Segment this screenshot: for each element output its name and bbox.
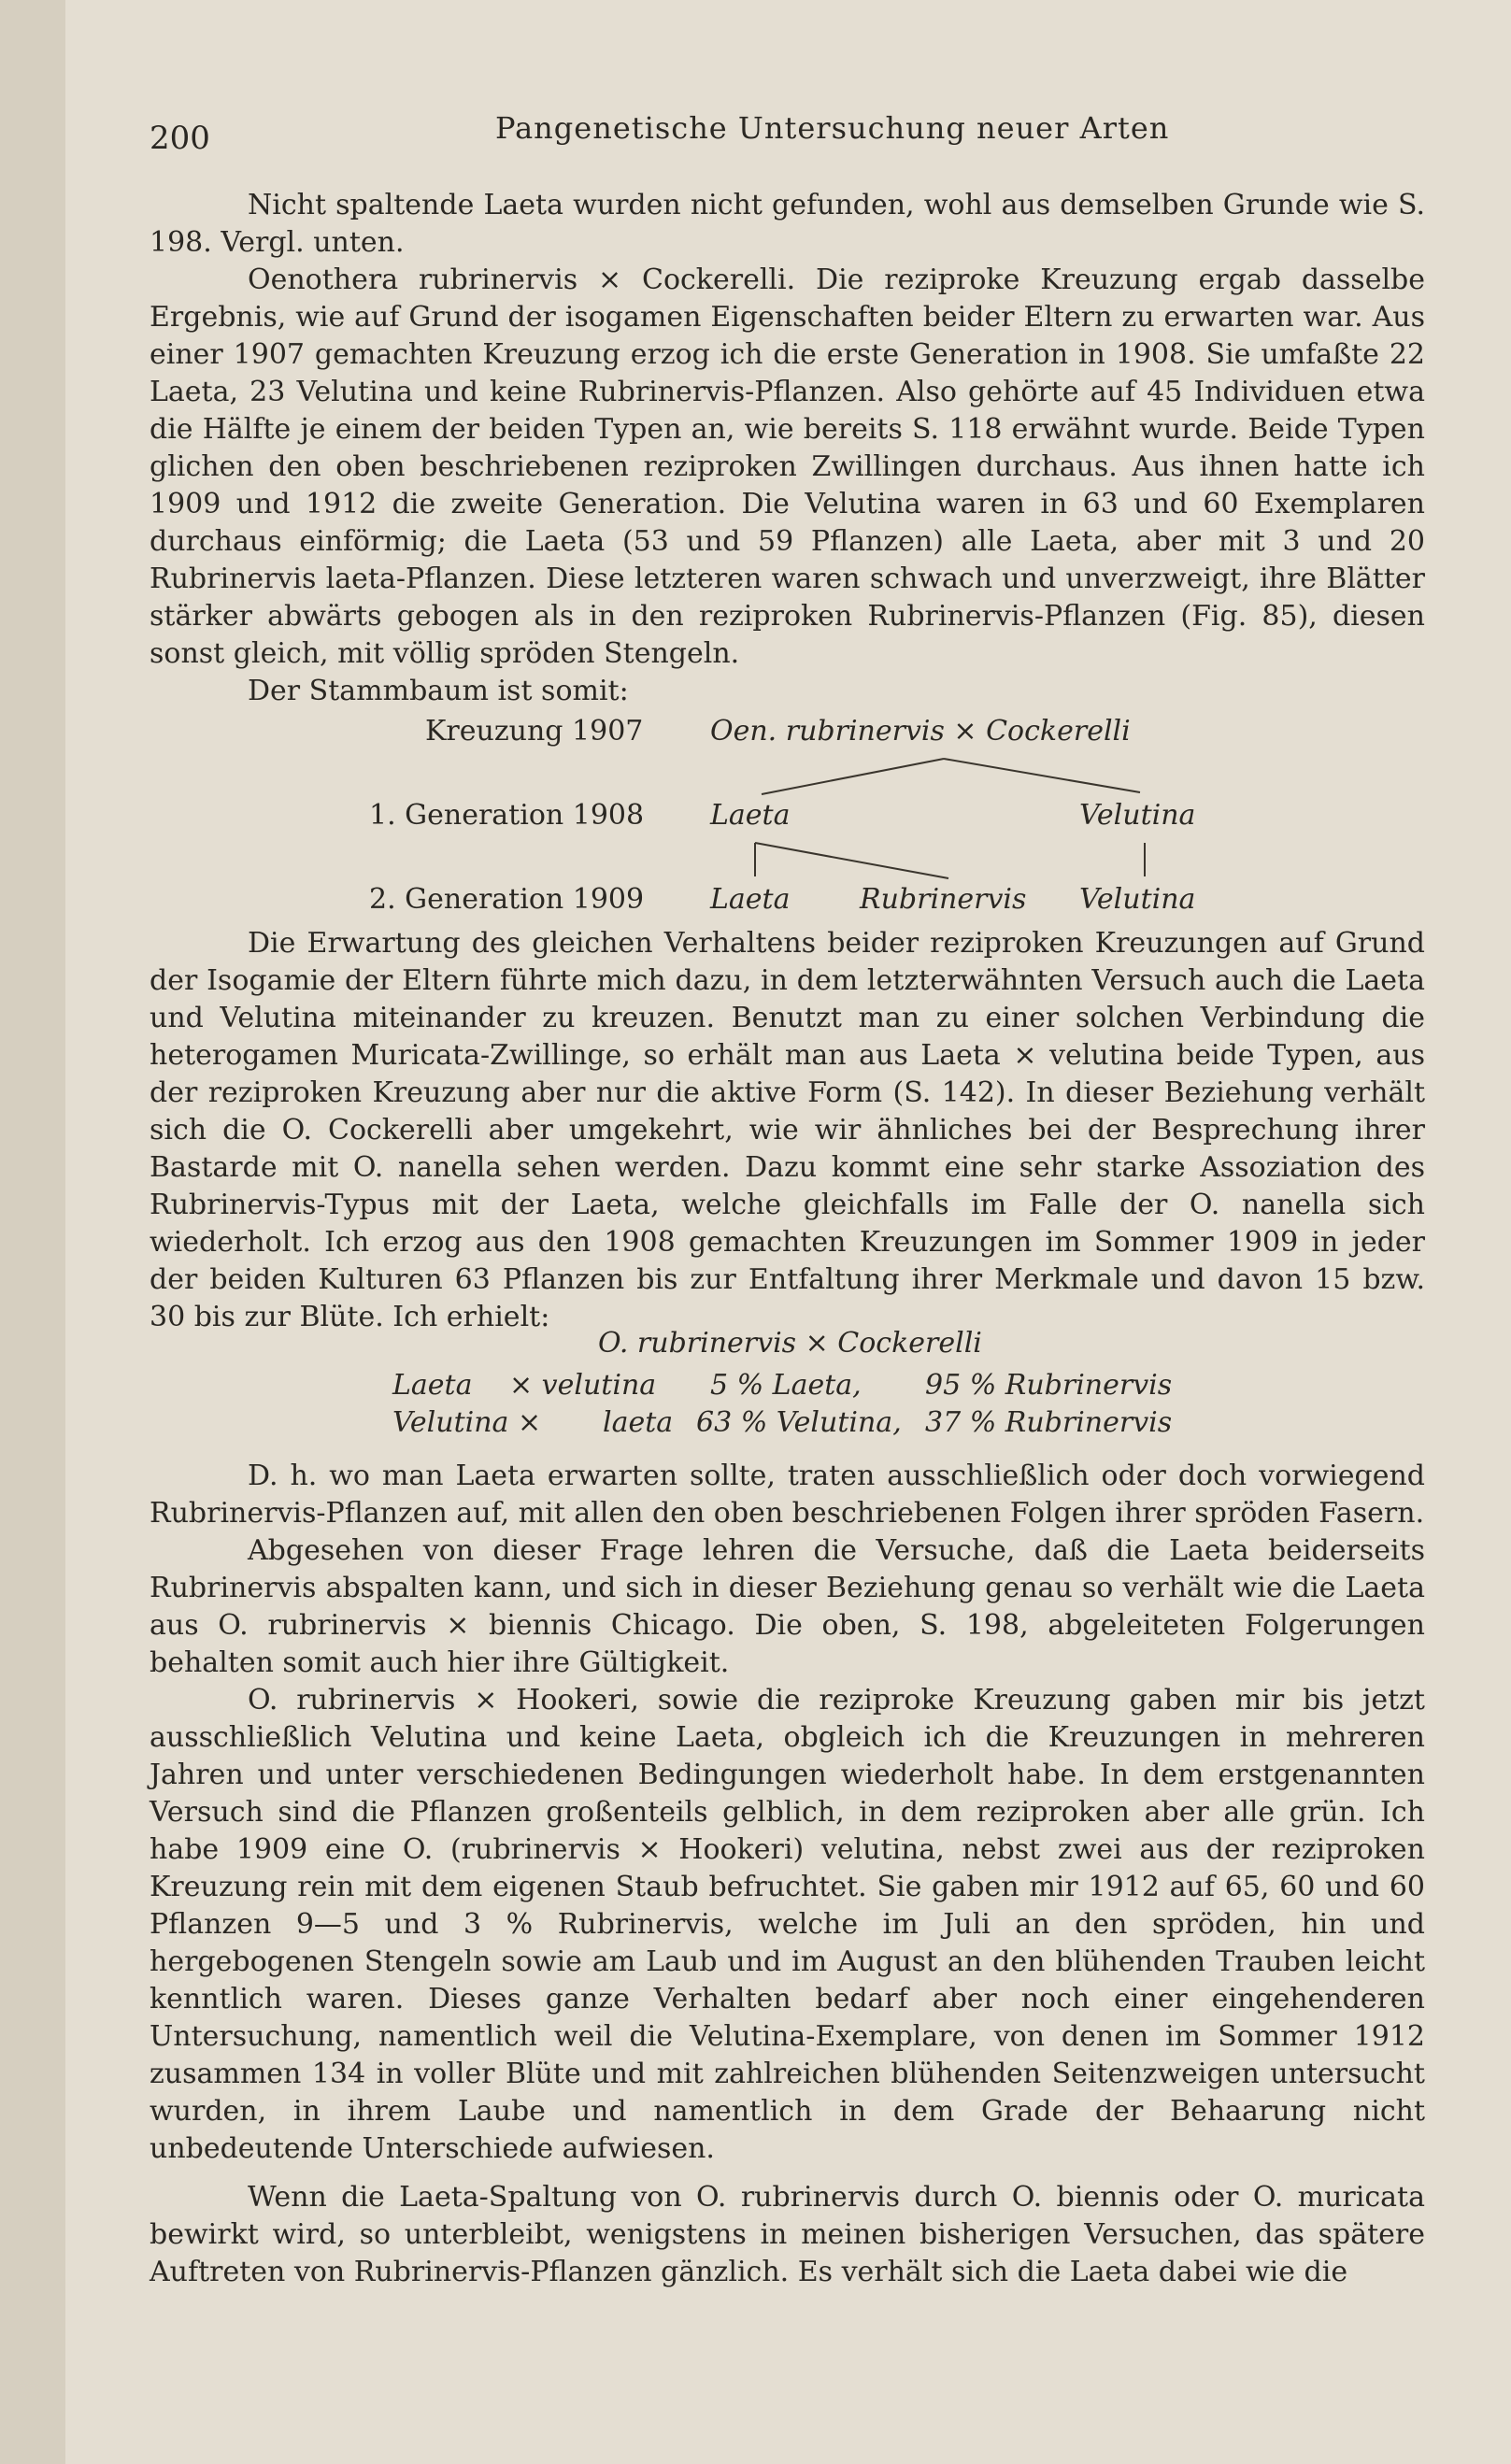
paragraph-5: D. h. wo man Laeta erwarten sollte, traten ausschließlich oder doch vorwiegend Rubrinervis-Pflanzen auf, mit allen den oben beschriebenen Folgen ihrer spröden Fasern.	[150, 1460, 1425, 1530]
paragraph-1: Nicht spaltende Laeta wurden nicht gefunden, wohl aus demselben Grunde wie S. 198. Vergl. unten.	[150, 189, 1425, 259]
paragraph-8: Wenn die Laeta-Spaltung von O. rubrinervis durch O. biennis oder O. muricata bewirkt wird, so unterbleibt, wenigstens in meinen bisherigen Versuchen, das spätere Auftreten von Rubrinervis-Pflanzen gänzlich. Es verhält sich die Laeta dabei wie die	[150, 2181, 1425, 2288]
paragraph-6: Abgesehen von dieser Frage lehren die Versuche, daß die Laeta beiderseits Rubrinervis abspalten kann, und sich in dieser Beziehung genau so verhält wie die Laeta aus O. rubrinervis × biennis Chicago. Die oben, S. 198, abgeleiteten Folgerungen behalten somit auch hier ihre Gültigkeit.	[150, 1534, 1425, 1679]
cross-r2-c1: Velutina ×	[392, 1406, 542, 1439]
cross-results	[150, 1327, 1425, 1448]
cross-r2-c4: 37 % Rubrinervis	[925, 1406, 1173, 1439]
tree-row1-label: Kreuzung 1907	[425, 715, 644, 748]
tree-row3-laeta: Laeta	[710, 883, 791, 916]
cross-r1-c3: 5 % Laeta,	[710, 1369, 862, 1402]
cross-r2-c2: laeta	[603, 1406, 674, 1439]
text-block-middle	[150, 925, 1425, 1336]
running-head: Pangenetische Untersuchung neuer Arten	[495, 110, 1170, 146]
pedigree-diagram	[150, 710, 1425, 925]
paragraph-4: Die Erwartung des gleichen Verhaltens beider reziproken Kreuzungen auf Grund der Isogamie der Eltern führte mich dazu, in dem letzterwähnten Versuch auch die Laeta und Velutina miteinander zu kreuzen. Benutzt man zu einer solchen Verbindung die heterogamen Muricata-Zwillinge, so erhält man aus Laeta × velutina beide Typen, aus der reziproken Kreuzung aber nur die aktive Form (S. 142). In dieser Beziehung verhält sich die O. Cockerelli aber umgekehrt, wie wir ähnliches bei der Besprechung ihrer Bastarde mit O. nanella sehen werden. Dazu kommt eine sehr starke Assoziation des Rubrinervis-Typus mit der Laeta, welche gleichfalls im Falle der O. nanella sich wiederholt. Ich erzog aus den 1908 gemachten Kreuzungen im Sommer 1909 in jeder der beiden Kulturen 63 Pflanzen bis zur Entfaltung ihrer Merkmale und davon 15 bzw. 30 bis zur Blüte. Ich erhielt:	[150, 927, 1425, 1333]
tree-row3-velutina: Velutina	[1079, 883, 1196, 916]
line-cross-to-laeta	[762, 759, 944, 794]
page-header	[150, 103, 1420, 159]
page-number: 200	[150, 120, 210, 157]
text-block-top	[150, 187, 1425, 710]
cross-r2-c3: 63 % Velutina,	[696, 1406, 902, 1439]
tree-row3-rubrinervis: Rubrinervis	[860, 883, 1027, 916]
tree-row2-laeta: Laeta	[710, 799, 791, 832]
tree-row2-velutina: Velutina	[1079, 799, 1196, 832]
text-block-bottom	[150, 1458, 1425, 2291]
paragraph-2: Oenothera rubrinervis × Cockerelli. Die reziproke Kreuzung ergab dasselbe Ergebnis, wie auf Grund der isogamen Eigenschaften beider Eltern zu erwarten war. Aus einer 1907 gemachten Kreuzung erzog ich die erste Generation in 1908. Sie umfaßte 22 Laeta, 23 Velutina und keine Rubrinervis-Pflanzen. Also gehörte auf 45 Individuen etwa die Hälfte je einem der beiden Typen an, wie bereits S. 118 erwähnt wurde. Beide Typen glichen den oben beschriebenen reziproken Zwillingen durchaus. Aus ihnen hatte ich 1909 und 1912 die zweite Generation. Die Velutina waren in 63 und 60 Exemplaren durchaus einförmig; die Laeta (53 und 59 Pflanzen) alle Laeta, aber mit 3 und 20 Rubrinervis laeta-Pflanzen. Diese letzteren waren schwach und unverzweigt, ihre Blätter stärker abwärts gebogen als in den reziproken Rubrinervis-Pflanzen (Fig. 85), diesen sonst gleich, mit völlig spröden Stengeln.	[150, 263, 1425, 670]
tree-row3-label: 2. Generation 1909	[369, 883, 645, 916]
line-cross-to-velutina	[944, 759, 1140, 792]
cross-r1-c2: × velutina	[509, 1369, 657, 1402]
line-laeta-to-rubrinervis	[755, 843, 948, 878]
tree-row2-label: 1. Generation 1908	[369, 799, 645, 832]
paragraph-7: O. rubrinervis × Hookeri, sowie die reziproke Kreuzung gaben mir bis jetzt ausschließlich Velutina und keine Laeta, obgleich ich die Kreuzungen in mehreren Jahren und unter verschiedenen Bedingungen wiederholt habe. In dem erstgenannten Versuch sind die Pflanzen großenteils gelblich, in dem reziproken aber alle grün. Ich habe 1909 eine O. (rubrinervis × Hookeri) velutina, nebst zwei aus der reziproken Kreuzung rein mit dem eigenen Staub befruchtet. Sie gaben mir 1912 auf 65, 60 und 60 Pflanzen 9—5 und 3 % Rubrinervis, welche im Juli an den spröden, hin und hergebogenen Stengeln sowie am Laub und im August an den blühenden Trauben leicht kenntlich waren. Dieses ganze Verhalten bedarf aber noch einer eingehenderen Untersuchung, namentlich weil die Velutina-Exemplare, von denen im Sommer 1912 zusammen 134 in voller Blüte und mit zahlreichen blühenden Seitenzweigen untersucht wurden, in ihrem Laube und namentlich in dem Grade der Behaarung nicht unbedeutende Unterschiede aufwiesen.	[150, 1684, 1425, 2165]
paragraph-3: Der Stammbaum ist somit:	[248, 675, 629, 707]
cross-r1-c4: 95 % Rubrinervis	[925, 1369, 1173, 1402]
cross-title: O. rubrinervis × Cockerelli	[598, 1327, 982, 1360]
tree-row1-value: Oen. rubrinervis × Cockerelli	[710, 715, 1131, 748]
cross-r1-c1: Laeta	[392, 1369, 473, 1402]
